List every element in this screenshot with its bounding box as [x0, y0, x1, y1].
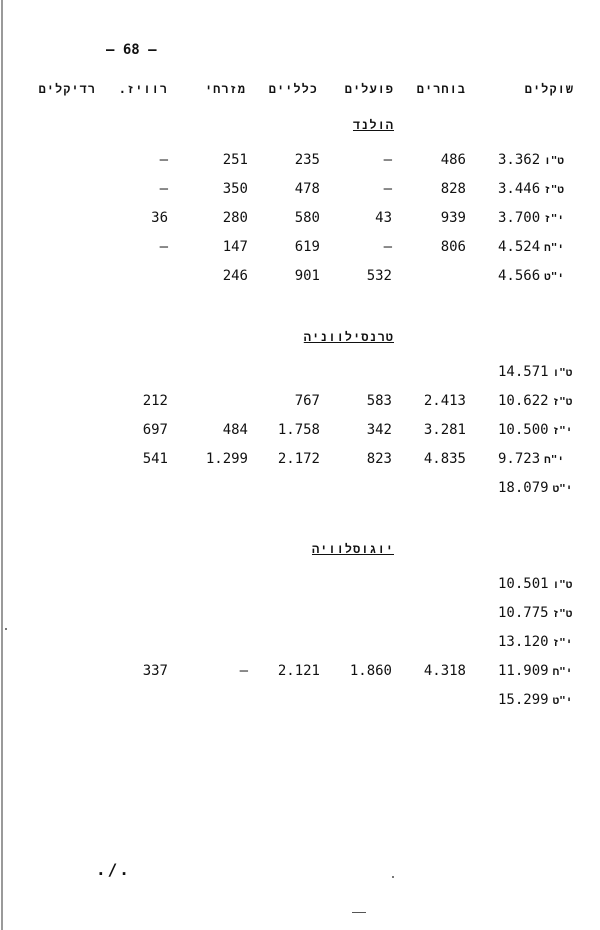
year-label: ט"ז	[552, 607, 573, 620]
table-cell: 212	[142, 393, 168, 409]
table-cell: 828	[440, 181, 466, 197]
table-row	[0, 692, 600, 710]
table-cell: 36	[151, 210, 168, 226]
table-cell: 619	[294, 239, 320, 255]
scan-dot	[5, 628, 7, 630]
table-cell: 4.835	[423, 451, 466, 467]
voters-value: 3.362	[498, 152, 541, 168]
column-header: פועלים	[344, 82, 394, 96]
table-cell: 2.172	[277, 451, 320, 467]
table-cell: 350	[222, 181, 248, 197]
year-label: ט"ז	[552, 395, 573, 408]
table-row	[0, 634, 600, 652]
voters-value: 11.909	[498, 663, 549, 679]
year-cell	[498, 152, 570, 168]
table-cell: 4.318	[423, 663, 466, 679]
year-cell	[498, 692, 573, 708]
section-title: הולנד	[352, 118, 394, 132]
year-cell	[498, 480, 573, 496]
year-label: ט"ו	[544, 154, 564, 167]
table-cell: 235	[294, 152, 320, 168]
column-header: מזרחי	[204, 82, 246, 96]
page-tick-mark	[352, 912, 366, 913]
table-cell: –	[159, 152, 168, 168]
table-cell: –	[383, 181, 392, 197]
voters-value: 14.571	[498, 364, 549, 380]
table-row	[0, 576, 600, 594]
table-cell: –	[159, 181, 168, 197]
column-header: שוקלים	[524, 82, 574, 96]
year-label: י"ח	[544, 241, 564, 254]
table-row	[0, 152, 600, 170]
table-cell: 337	[142, 663, 168, 679]
table-row	[0, 451, 600, 469]
year-cell	[498, 181, 570, 197]
table-row	[0, 181, 600, 199]
voters-value: 10.501	[498, 576, 549, 592]
table-cell: 541	[142, 451, 168, 467]
year-label: י"ט	[552, 694, 573, 707]
table-cell: 43	[375, 210, 392, 226]
column-header: רוויז.	[118, 82, 168, 96]
table-cell: 280	[222, 210, 248, 226]
year-cell	[498, 634, 573, 650]
voters-value: 3.700	[498, 210, 541, 226]
table-cell: 939	[440, 210, 466, 226]
year-cell	[498, 605, 573, 621]
year-label: ט"ו	[552, 366, 573, 379]
table-cell: 1.758	[277, 422, 320, 438]
table-cell: 1.860	[349, 663, 392, 679]
voters-value: 13.120	[498, 634, 549, 650]
year-label: ט"ו	[552, 578, 573, 591]
table-cell: 484	[222, 422, 248, 438]
table-cell: 580	[294, 210, 320, 226]
voters-value: 10.500	[498, 422, 549, 438]
table-row	[0, 663, 600, 681]
table-cell: 901	[294, 268, 320, 284]
table-cell: 478	[294, 181, 320, 197]
table-cell: 3.281	[423, 422, 466, 438]
scan-dot	[392, 876, 394, 878]
year-label: י"ט	[544, 270, 564, 283]
column-header: רדיקלים	[38, 82, 96, 96]
voters-value: 9.723	[498, 451, 541, 467]
voters-value: 10.775	[498, 605, 549, 621]
year-cell	[498, 268, 570, 284]
voters-value: 3.446	[498, 181, 541, 197]
year-cell	[498, 663, 573, 679]
year-label: י"ז	[552, 636, 573, 649]
voters-value: 4.566	[498, 268, 541, 284]
table-cell: 767	[294, 393, 320, 409]
column-header: כלליים	[268, 82, 318, 96]
table-row	[0, 239, 600, 257]
year-label: י"ט	[552, 482, 573, 495]
table-cell: –	[383, 239, 392, 255]
table-row	[0, 393, 600, 411]
table-cell: –	[383, 152, 392, 168]
year-label: י"ח	[544, 453, 564, 466]
page-number: – 68 –	[106, 42, 157, 58]
voters-value: 18.079	[498, 480, 549, 496]
table-row	[0, 268, 600, 286]
table-row	[0, 605, 600, 623]
table-cell: 342	[366, 422, 392, 438]
table-cell: 806	[440, 239, 466, 255]
table-cell: 251	[222, 152, 248, 168]
continuation-mark: ./.	[96, 860, 131, 879]
year-cell	[498, 210, 570, 226]
table-cell: 583	[366, 393, 392, 409]
voters-value: 15.299	[498, 692, 549, 708]
table-cell: 486	[440, 152, 466, 168]
section-title: טרנסילווניה	[303, 330, 394, 344]
table-row	[0, 422, 600, 440]
year-label: י"ז	[544, 212, 564, 225]
table-cell: 532	[366, 268, 392, 284]
year-label: ט"ז	[544, 183, 564, 196]
section-title: יוגוסלוויה	[311, 542, 394, 556]
table-cell: 2.413	[423, 393, 466, 409]
table-cell: 2.121	[277, 663, 320, 679]
table-cell: 823	[366, 451, 392, 467]
table-row	[0, 364, 600, 382]
table-cell: 1.299	[205, 451, 248, 467]
column-header: בוחרים	[416, 82, 466, 96]
year-label: י"ח	[552, 665, 573, 678]
table-cell: 147	[222, 239, 248, 255]
table-row	[0, 210, 600, 228]
voters-value: 4.524	[498, 239, 541, 255]
year-label: י"ז	[552, 424, 573, 437]
year-cell	[498, 422, 573, 438]
year-cell	[498, 364, 573, 380]
table-cell: 697	[142, 422, 168, 438]
table-row	[0, 480, 600, 498]
table-cell: –	[239, 663, 248, 679]
voters-value: 10.622	[498, 393, 549, 409]
year-cell	[498, 393, 573, 409]
table-cell: –	[159, 239, 168, 255]
year-cell	[498, 576, 573, 592]
year-cell	[498, 239, 570, 255]
table-cell: 246	[222, 268, 248, 284]
year-cell	[498, 451, 570, 467]
